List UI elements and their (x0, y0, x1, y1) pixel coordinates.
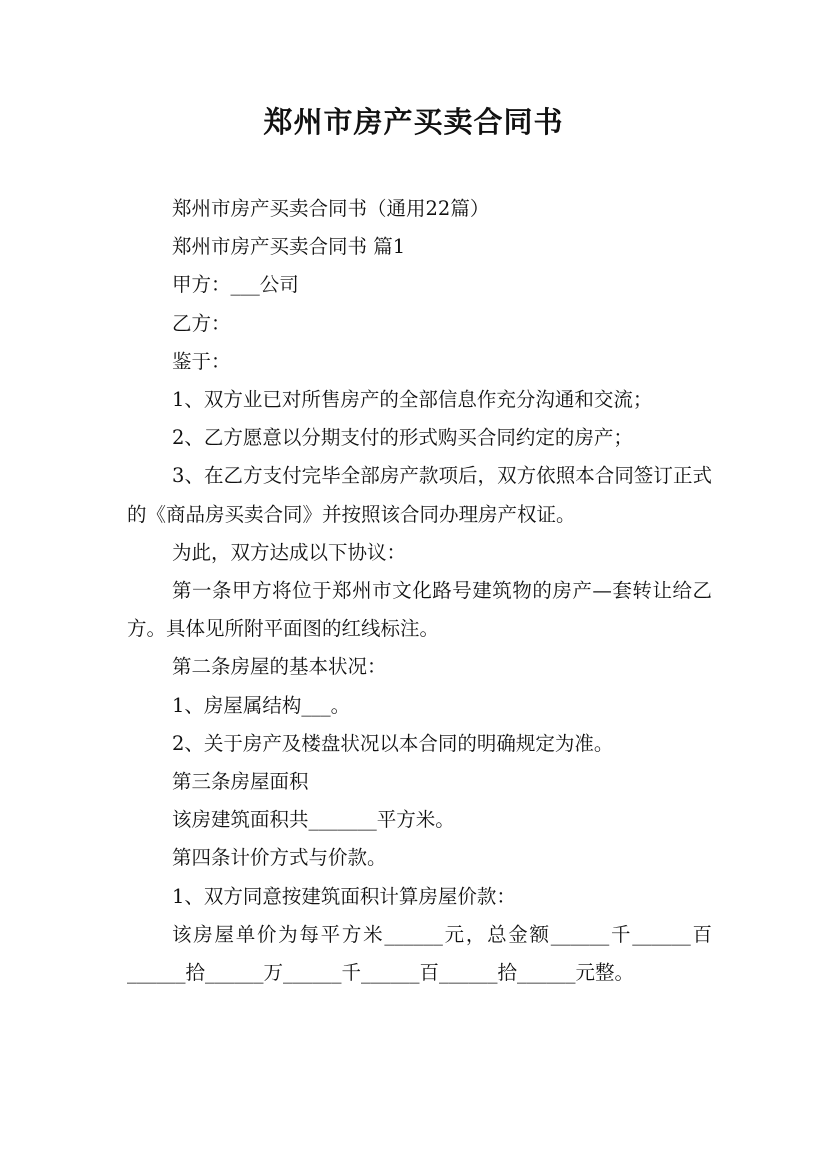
paragraph-article-2-item-2: 2、关于房产及楼盘状况以本合同的明确规定为准。 (172, 731, 614, 755)
paragraph-article-2-item-1: 1、房屋属结构___。 (172, 693, 351, 717)
document-title: 郑州市房产买卖合同书 (263, 105, 564, 139)
paragraph-party-a: 甲方：___公司 (172, 273, 299, 297)
paragraph-article-4: 第四条计价方式与价款。 (172, 846, 387, 870)
paragraph-whereas: 鉴于： (172, 349, 231, 373)
paragraph-article-4-price: 该房屋单价为每平方米______元，总金额______千______百______拾______万______千______百______拾______元整。 (127, 922, 712, 985)
paragraph-agreement-intro: 为此，双方达成以下协议： (172, 540, 407, 564)
paragraph-article-4-item-1: 1、双方同意按建筑面积计算房屋价款： (172, 884, 516, 908)
paragraph-party-b: 乙方： (172, 311, 231, 335)
paragraph-article-2: 第二条房屋的基本状况： (172, 655, 387, 679)
paragraph-article-3: 第三条房屋面积 (172, 770, 309, 794)
paragraph-whereas-1: 1、双方业已对所售房产的全部信息作充分沟通和交流； (172, 388, 653, 412)
paragraph-subtitle: 郑州市房产买卖合同书（通用22篇） (172, 197, 490, 220)
paragraph-article-3-area: 该房建筑面积共_______平方米。 (172, 808, 455, 832)
paragraph-article-heading: 郑州市房产买卖合同书 篇1 (172, 235, 406, 259)
paragraph-whereas-2: 2、乙方愿意以分期支付的形式购买合同约定的房产； (172, 426, 633, 450)
document-body (127, 190, 712, 992)
paragraph-article-1: 第一条甲方将位于郑州市文化路号建筑物的房产—套转让给乙方。具体见所附平面图的红线标注。 (127, 579, 712, 641)
paragraph-whereas-3: 3、在乙方支付完毕全部房产款项后，双方依照本合同签订正式的《商品房买卖合同》并按照该合同办理房产权证。 (127, 464, 712, 526)
